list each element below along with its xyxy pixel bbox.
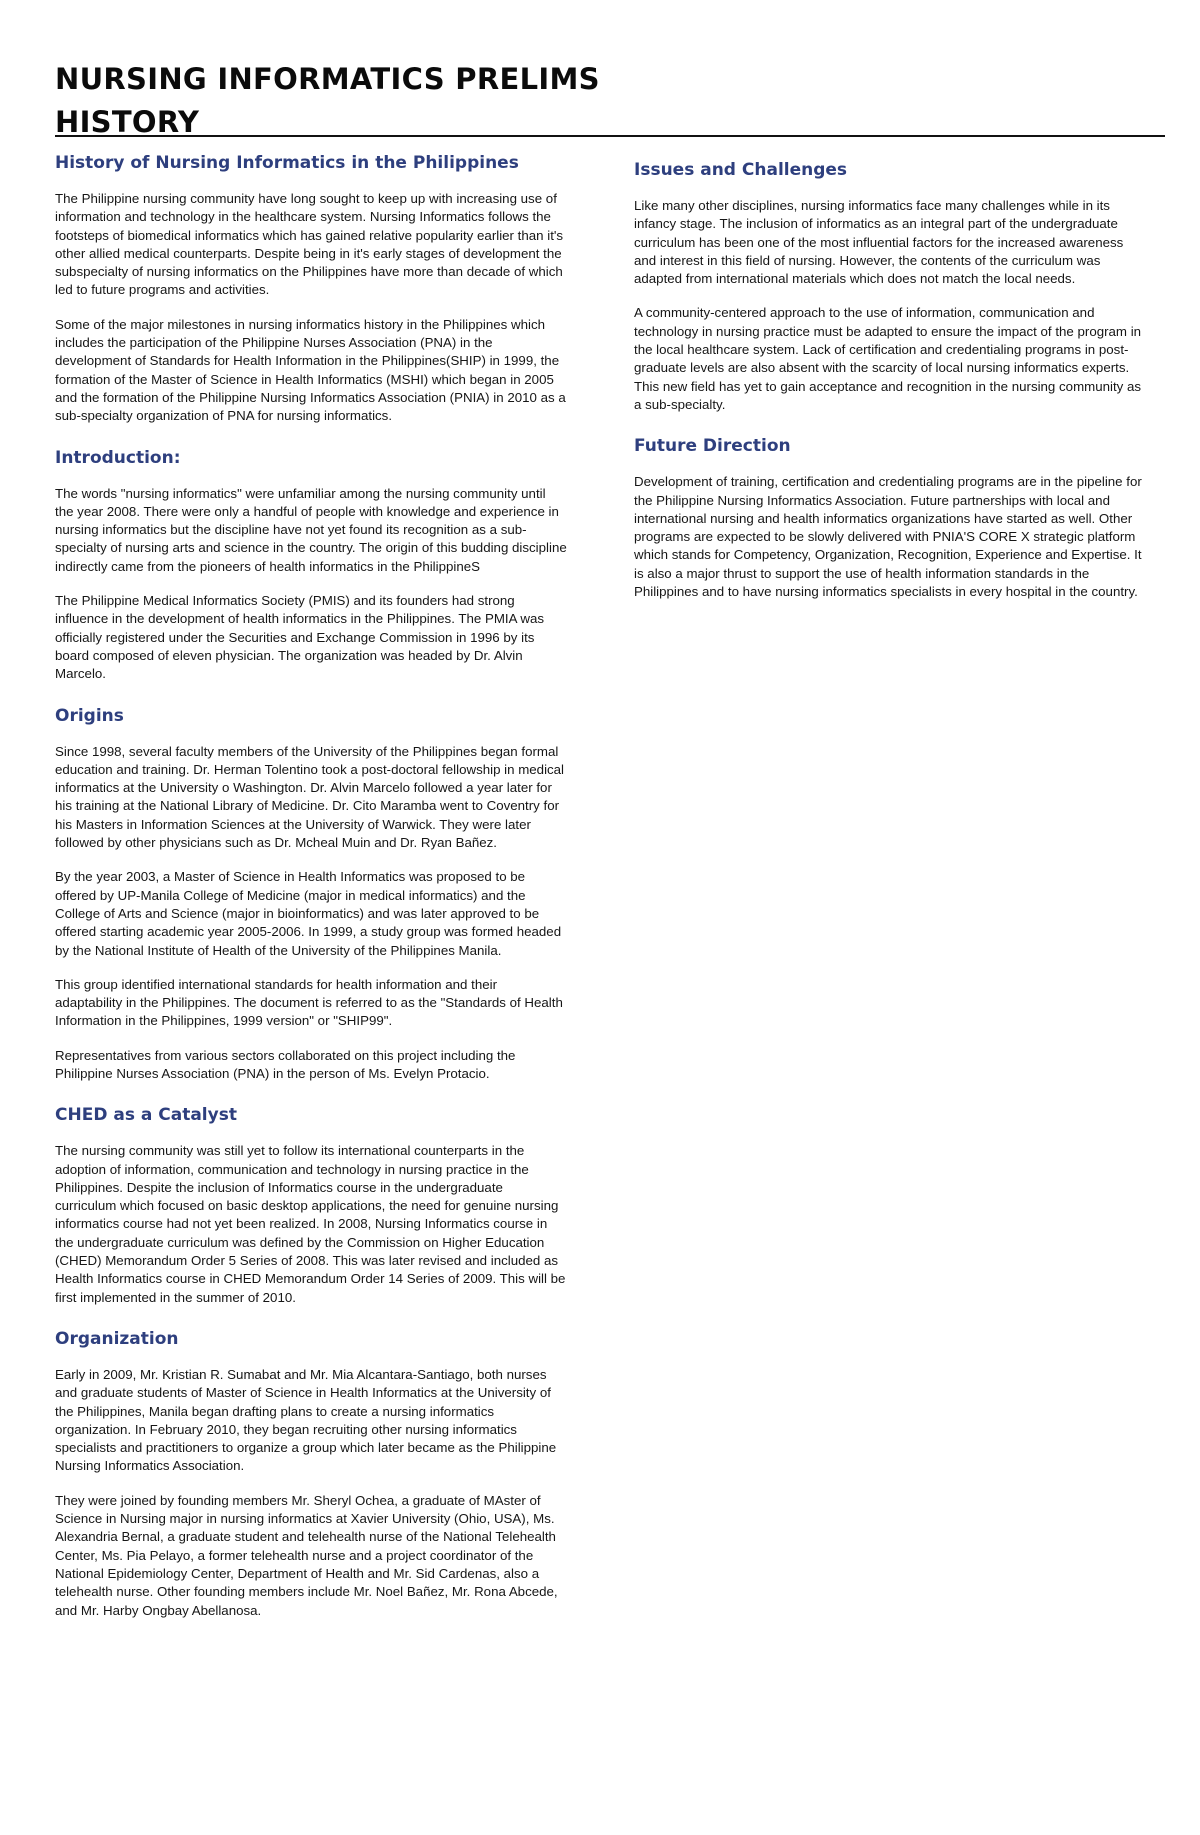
right-column bbox=[634, 158, 1146, 617]
paragraph: Development of training, certification and credentialing programs are in the pipeline for the Philippine Nursing Informatics Association. Future partnerships with local and international nursing and health informatics organizations have started as well. Other programs are expected to be slowly delivered with PNIA'S CORE X strategic platform which stands for Competency, Organization, Recognition, Experience and Expertise. It is also a major thrust to support the use of health information standards in the Philippines and to have nursing informatics specialists in every hospital in the country. bbox=[634, 474, 1142, 600]
heading-history: History of Nursing Informatics in the Philippines bbox=[55, 153, 519, 173]
heading-future: Future Direction bbox=[634, 436, 791, 457]
title-line-2: HISTORY bbox=[55, 105, 200, 139]
heading-origins: Origins bbox=[55, 705, 124, 726]
paragraph: Since 1998, several faculty members of the University of the Philippines began formal education and training. Dr. Herman Tolentino took a post-doctoral fellowship in medical informatics at the University o Washington. Dr. Alvin Marcelo followed a year later for his training at the National Library of Medicine. Dr. Cito Maramba went to Coventry for his Masters in Information Sciences at the University of Warwick. They were later followed by other physicians such as Dr. Mcheal Muin and Dr. Ryan Bañez. bbox=[55, 743, 565, 851]
paragraph: A community-centered approach to the use of information, communication and technology in nursing practice must be adapted to ensure the impact of the program in the local healthcare system. Lack of certification and credentialing programs in post-graduate levels are also absent with the scarcity of local nursing informatics experts. This new field has yet to gain acceptance and recognition in the nursing community as a sub-specialty. bbox=[634, 305, 1142, 412]
paragraph: The Philippine nursing community have long sought to keep up with increasing use of information and technology in the healthcare system. Nursing Informatics follows the footsteps of biomedical informatics which has gained relative popularity earlier than it's other allied medical counterparts. Despite being in it's early stages of development the subspecialty of nursing informatics on the Philippines have more than decade of which led to future programs and activities. bbox=[55, 191, 564, 298]
paragraph: Like many other disciplines, nursing informatics face many challenges while in its infancy stage. The inclusion of informatics as an integral part of the undergraduate curriculum has been one of the most influential factors for the increased awareness and interest in this field of nursing. However, the contents of the curriculum was adapted from international materials which does not match the local needs. bbox=[634, 198, 1124, 287]
paragraph: By the year 2003, a Master of Science in Health Informatics was proposed to be offered by UP-Manila College of Medicine (major in medical informatics) and the College of Arts and Science (major in bioinformatics) and was later approved to be offered starting academic year 2005-2006. In 1999, a study group was formed headed by the National Institute of Health of the University of the Philippines Manila. bbox=[55, 869, 562, 958]
paragraph: They were joined by founding members Mr. Sheryl Ochea, a graduate of MAster of Science in Nursing major in nursing informatics at Xavier University (Ohio, USA), Ms. Alexandria Bernal, a graduate student and telehealth nurse of the National Telehealth Center, Ms. Pia Pelayo, a former telehealth nurse and a project coordinator of the National Epidemiology Center, Department of Health and Mr. Sid Cardenas, also a telehealth nurse. Other founding members include Mr. Noel Bañez, Mr. Rona Abcede, and Mr. Harby Ongbay Abellanosa. bbox=[55, 1492, 558, 1618]
paragraph: The Philippine Medical Informatics Society (PMIS) and its founders had strong influence in the development of health informatics in the Philippines. The PMIA was officially registered under the Securities and Exchange Commission in 1996 by its board composed of eleven physician. The organization was headed by Dr. Alvin Marcelo. bbox=[55, 593, 545, 682]
title-line-1: NURSING INFORMATICS PRELIMS bbox=[55, 62, 600, 96]
paragraph: The words "nursing informatics" were unfamiliar among the nursing community until the year 2008. There were only a handful of people with knowledge and experience in nursing informatics but the discipline have not yet found its recognition as a sub-specialty of nursing arts and science in the country. The origin of this budding discipline indirectly came from the pioneers of health informatics in the PhilippineS bbox=[55, 485, 567, 574]
paragraph: This group identified international standards for health information and their adaptability in the Philippines. The document is referred to as the "Standards of Health Information in the Philippines, 1999 version" or "SHIP99". bbox=[55, 976, 563, 1029]
heading-organization: Organization bbox=[55, 1328, 179, 1349]
paragraph: Representatives from various sectors collaborated on this project including the Philippine Nurses Association (PNA) in the person of Ms. Evelyn Protacio. bbox=[55, 1047, 516, 1081]
heading-issues: Issues and Challenges bbox=[634, 160, 848, 180]
paragraph: Early in 2009, Mr. Kristian R. Sumabat and Mr. Mia Alcantara-Santiago, both nurses and graduate students of Master of Science in Health Informatics at the University of the Philippines, Manila began drafting plans to create a nursing informatics organization. In February 2010, they began recruiting other nursing informatics specialists and practitioners to organize a group which later became as the Philippine Nursing Informatics Association. bbox=[55, 1366, 557, 1474]
heading-introduction: Introduction: bbox=[55, 447, 181, 468]
paragraph: The nursing community was still yet to follow its international counterparts in the adoption of information, communication and technology in nursing practice in the Philippines. Despite the inclusion of Informatics course in the undergraduate curriculum which focused on basic desktop applications, the need for genuine nursing informatics course had not yet been realized. In 2008, Nursing Informatics course in the undergraduate curriculum was defined by the Commission on Higher Education (CHED) Memorandum Order 5 Series of 2008. This was later revised and included as Health Informatics course in CHED Memorandum Order 14 Series of 2009. This will be first implemented in the summer of 2010. bbox=[55, 1143, 566, 1305]
page-title bbox=[55, 58, 600, 144]
left-column bbox=[55, 151, 567, 1636]
title-divider bbox=[55, 135, 1165, 137]
paragraph: Some of the major milestones in nursing informatics history in the Philippines which includes the participation of the Philippine Nurses Association (PNA) in the development of Standards for Health Information in the Philippines(SHIP) in 1999, the formation of the Master of Science in Health Informatics (MSHI) which began in 2005 and the formation of the Philippine Nursing Informatics Association (PNIA) in 2010 as a sub-specialty organization of PNA for nursing informatics. bbox=[55, 316, 566, 424]
heading-ched: CHED as a Catalyst bbox=[55, 1105, 237, 1126]
